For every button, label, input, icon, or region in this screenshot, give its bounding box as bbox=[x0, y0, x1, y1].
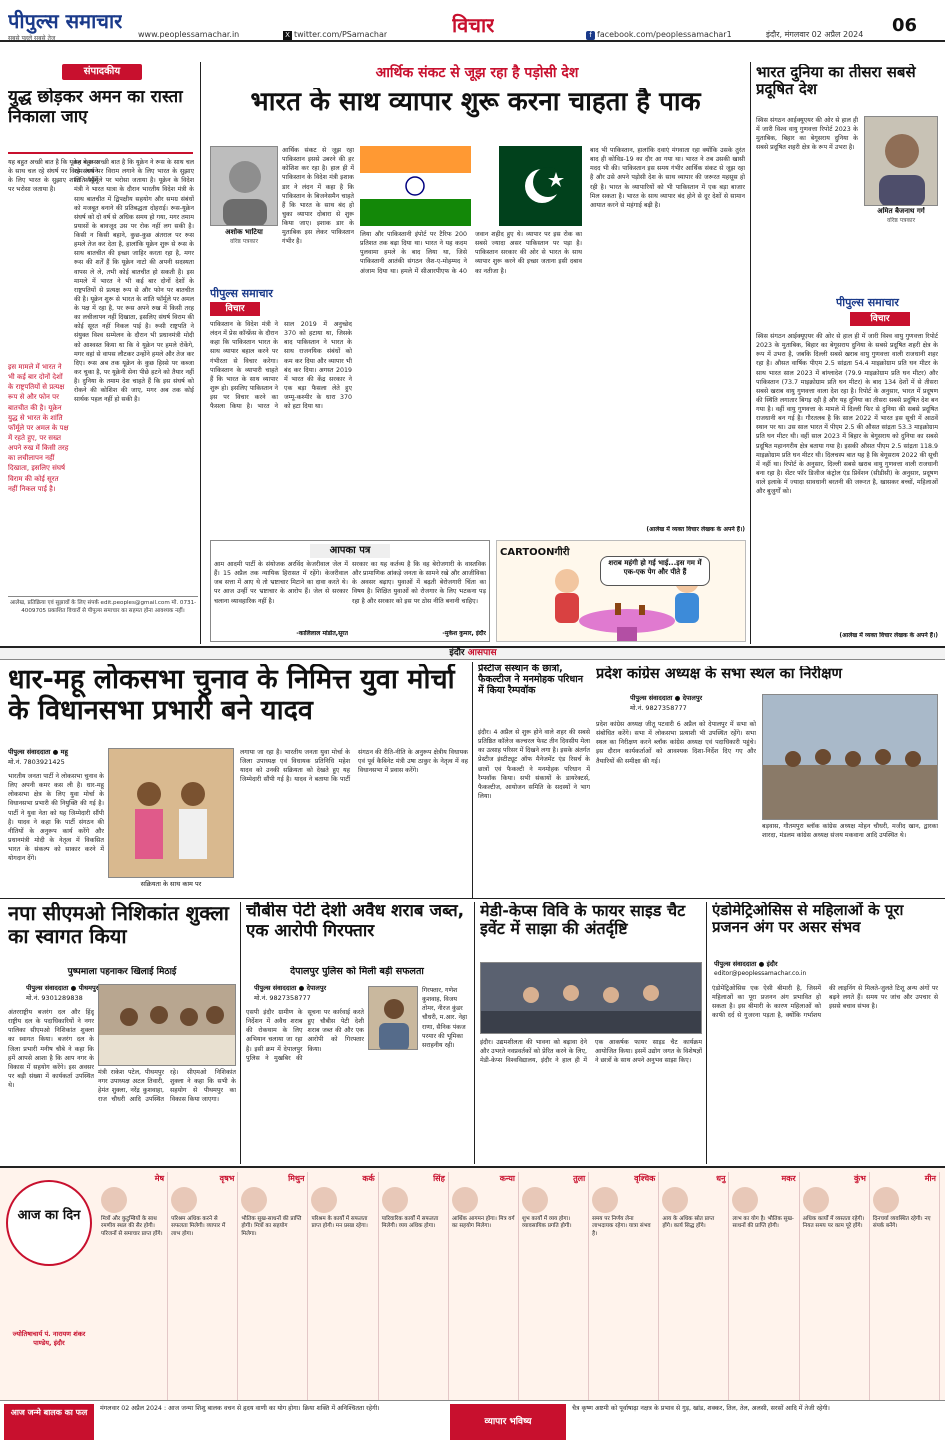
story1-phone: मो.नं. 7803921425 bbox=[8, 758, 65, 766]
horoscope-sign-name: तुला bbox=[573, 1174, 586, 1183]
zodiac-icon bbox=[101, 1187, 127, 1213]
editorial-title: युद्ध छोड़कर अमन का रास्ता निकाला जाए bbox=[8, 88, 183, 127]
story7-body: एंडोमेट्रिओसिस एक ऐसी बीमारी है, जिसमें महिलाओं का पूरा प्रजनन अंग प्रभावित हो सकता है। इस बीमारी के कारण महिलाओं को काफी दर्द से गुजरना पड़ता है, क्योंकि गर्भाशय की लाइनिंग से मिलते-जुलते टिशू अन्य अंगों पर बढ़ने लगते हैं। समय पर जांच और उपचार से इससे बचाव संभव है। bbox=[712, 985, 938, 1020]
trade-label: व्यापार भविष्य bbox=[450, 1404, 566, 1440]
facebook-icon: f bbox=[586, 31, 595, 40]
facebook-link[interactable]: f facebook.com/peoplessamachar1 bbox=[586, 30, 732, 41]
column-divider bbox=[474, 902, 475, 1164]
story3-phone: मो.नं. 9827358777 bbox=[630, 704, 687, 712]
story3-caption: बड़वास, गौतमपुरा ब्लॉक कांग्रेस अध्यक्ष मोहन चौधरी, मजीद खान, द्वारका शारदा, मंडलम कांग्रेस अध्यक्ष संजय मकवाना आदि उपस्थित थे। bbox=[762, 823, 938, 840]
horoscope-sign-9 bbox=[729, 1172, 799, 1400]
story5-title: चौबीस पेटी देशी अवैध शराब जब्त, एक आरोपी गिरफ्तार bbox=[246, 902, 465, 941]
editorial-pull-quote: इस मामले में भारत ने भी कई बार दोनों देशों के राष्ट्रपतियों से प्रत्यक्ष रूप से और फोन पर बातचीत की है। यूक्रेन युद्ध से भारत के शांति फॉर्मूले पर अमल के पक्ष में रहते हुए, पर सख्त अपने रुख में किसी तरह का लचीलापन नहीं दिखाता, इसलिए संघर्ष विराम की कोई सूरत नहीं निकल पाई है। bbox=[8, 363, 69, 493]
story1-byline: पीपुल्स संवाददाता ● महू bbox=[8, 748, 68, 756]
horoscope-sign-6 bbox=[519, 1172, 589, 1400]
zodiac-icon bbox=[382, 1187, 408, 1213]
story5-photo bbox=[368, 986, 418, 1050]
born-text: मंगलवार 02 अप्रैल 2024 : आज जन्मा शिशु बालक वचन से हृदय वाणी का योग होगा। क्रिया शक्ति में अनिश्चितता रहेगी। bbox=[100, 1405, 380, 1412]
column-divider bbox=[240, 902, 241, 1164]
row-divider bbox=[0, 1400, 945, 1401]
story5-byline: पीपुल्स संवाददाता ● देपालपुर bbox=[254, 984, 327, 992]
story6-photo bbox=[480, 962, 702, 1034]
horoscope-sign-text: लाभ का योग है। भौतिक सुख-साधनों की प्राप्ति होगी। bbox=[732, 1215, 794, 1230]
horoscope-sign-10 bbox=[800, 1172, 870, 1400]
horoscope-sign-8 bbox=[659, 1172, 729, 1400]
horoscope-sign-text: शुभ कार्यों में व्यय होगा। व्यावसायिक प्रगति होगी। bbox=[521, 1215, 572, 1230]
zodiac-icon bbox=[873, 1187, 899, 1213]
editorial-footer: आलेख, प्रतिक्रिया एवं सुझावों के लिए संपर्क edit.peoples@gmail.com मो. 0731-4009705 प्रकाशित विचारों से पीपुल्स समाचार का सहमत होना आवश्यक नहीं। bbox=[8, 596, 198, 642]
letters-author-1: -कालिलाल मांडोत,सूरत bbox=[296, 630, 348, 637]
story4-photo bbox=[98, 984, 236, 1066]
brand-tag: विचार bbox=[210, 302, 260, 316]
page-number: 06 bbox=[892, 15, 918, 36]
twitter-link[interactable]: X twitter.com/PSamachar bbox=[283, 30, 387, 41]
lead-title: भारत के साथ व्यापार शुरू करना चाहता है पाक bbox=[250, 88, 701, 117]
story7-email[interactable]: editor@peoplessamachar.co.in bbox=[714, 970, 807, 977]
pollution-brand-logo: पीपुल्स समाचार bbox=[836, 296, 899, 309]
horoscope-sign-name: कन्या bbox=[499, 1174, 515, 1183]
pollution-body: स्विस संगठन आईक्यूएयर की ओर से हाल ही में जारी विश्व वायु गुणवत्ता रिपोर्ट 2023 के मुताबिक, बिहार का बेगूसराय दुनिया के सबसे प्रदूषित शहरी क्षेत्र के रूप में उभरा है, जबकि दिल्ली सबसे खराब वायु गुणवत्ता वाली राजधानी शहर रहा है। औसत वार्षिक पीएम 2.5 सांद्रता 54.4 माइक्रोग्राम प्रति घन मीटर के साथ भारत साल 2023 में बांग्लादेश (79.9 माइक्रोग्राम प्रति घन मीटर) और पाकिस्तान (73.7 माइक्रोग्राम प्रति घन मीटर) के बाद 134 देशों में से तीसरा सबसे खराब वायु गुणवत्ता वाला देश रहा है। रिपोर्ट के अनुसार, भारत में प्रदूषण की स्थिति लगातार बिगड़ रही है और यह दुनिया का तीसरा सबसे प्रदूषित देश बन गया है। वहीं वायु गुणवत्ता के मामले में दिल्ली फिर से दुनिया की सबसे प्रदूषित राजधानी बन गई है। गौरतलब है कि साल 2022 में भारत इस सूची में आठवें स्थान पर था। उस साल भारत में पीएम 2.5 की औसत सांद्रता 53.3 माइक्रोग्राम प्रति घन मीटर थी। वहीं साल 2023 में बिहार के बेगूसराय को दुनिया का सबसे प्रदूषित महानगरीय क्षेत्र बताया गया है। इसकी औसत पीएम 2.5 सांद्रता 118.9 माइक्रोग्राम प्रति घन मीटर थी। दिलचस्प बात यह है कि बेगूसराय 2022 की सूची में नहीं था। रिपोर्ट के अनुसार, दिल्ली सबसे खराब वायु गुणवत्ता वाली राजधानी बना रहा है। सेंटर फॉर डिजीज कंट्रोल एंड प्रिवेंशन (सीडीसी) के अनुसार, प्रदूषण वाले इलाके में ज्यादा सावधानी बरतनी की जरूरत है, खासकर बच्चों, महिलाओं और बुजुर्गों को। bbox=[756, 333, 938, 496]
horoscope-sign-7 bbox=[589, 1172, 659, 1400]
horoscope-sign-name: वृश्चिक bbox=[634, 1174, 656, 1183]
lead-col-3: लिया और पाकिस्तानी इंपोर्ट पर टैरिफ 200 प्रतिशत तक बढ़ा दिया था। भारत ने यह कदम पुलवामा हमले के बाद लिया था, जिसे पाकिस्तानी आतंकी संगठन जैश-ए-मोहम्मद ने अंजाम दिया था। हमले में सीआरपीएफ के 40 जवान शहीद हुए थे। व्यापार पर इस रोक का सबसे ज्यादा असर पाकिस्तान पर पड़ा है। पाकिस्तान सरकार की ओर से भारत के साथ व्यापार शुरू करने की इच्छा जताना इसी दबाव का नतीजा है। bbox=[360, 231, 582, 275]
lead-kicker: आर्थिक संकट से जूझ रहा है पड़ोसी देश bbox=[375, 65, 579, 81]
editorial-body: यह बहुत अच्छी बात है कि यूक्रेन ने रूस के साथ चल रहे संघर्ष पर विराम लगाने के लिए भारत के सुझाए शांति फॉर्मूले पर भरोसा जताया है। यूक्रेन के विदेश मंत्री ने भारत यात्रा के दौरान भारतीय विदेश मंत्री के साथ बातचीत में द्विपक्षीय सहयोग और समग्र संबंधों को मजबूत बनाने की प्रतिबद्धता दोहराई। रूस-यूक्रेन संघर्ष को दो वर्ष से अधिक समय हो गया, मगर तमाम प्रयासों के बावजूद उस पर रोक नहीं लग सकी है। किसी न किसी बहाने, कुछ-कुछ अंतराल पर रूस हमले तेज कर देता है, हालांकि यूक्रेन शुरू से रूस के साथ बातचीत की इच्छा जाहिर करता रहा है, मगर रूस की शर्तें हैं कि यूक्रेन नाटो की अपनी सदस्यता वापस ले ले, तभी कोई बातचीत हो सकती है। इस मामले में भारत ने भी कई बार दोनों देशों के राष्ट्रपतियों से प्रत्यक्ष रूप से और फोन पर बातचीत की है। यूक्रेन शुरू से भारत के शांति फॉर्मूले पर अमल के पक्ष में रहा है, पर रूस अपने रुख में किसी तरह का लचीलापन नहीं दिखाता, इसलिए संघर्ष विराम की कोई सूरत नहीं निकल पाई है। रूसी राष्ट्रपति ने संयुक्त विश्व सम्मेलन के दौरान भी प्रधानमंत्री मोदी को आश्वस्त किया था कि वे यूक्रेन पर हमले रोकेंगे, मगर वहां से वापस लौटकर उन्होंने हमले और तेज कर दिए। रूस अब तक यूक्रेन के कुछ हिस्से पर कब्जा कर चुका है, पर यूक्रेनी सेना पीछे हटने को तैयार नहीं है। दुनिया के तमाम देश चाहते हैं कि इस संघर्ष को रोकने की कोशिश की जाए, मगर अब तक कोई सार्थक पहल नहीं हो सकी है। bbox=[74, 159, 194, 404]
lead-col-2: पाकिस्तान के विदेश मंत्री ने लंदन में प्रेस कॉन्फ्रेंस के दौरान कहा कि पाकिस्तान भारत के साथ व्यापार बहाल करने पर गंभीरता से विचार करेगा। पाकिस्तान के व्यापारी चाहते हैं कि भारत के साथ व्यापार शुरू हो। इसलिए पाकिस्तान ने इस पर विचार करने का फैसला किया है। भारत ने साल 2019 में अनुच्छेद 370 को हटाया था, जिसके बाद पाकिस्तान ने भारत के साथ राजनयिक संबंधों को कम कर दिया और व्यापार भी बंद कर दिया। अगस्त 2019 में भारत की केंद्र सरकार ने एक बड़ा फैसला लेते हुए जम्मू-कश्मीर के धारा 370 को हटा दिया था। bbox=[210, 321, 352, 411]
horoscope-grid bbox=[98, 1172, 940, 1400]
story3-photo bbox=[762, 694, 938, 820]
story2-body: इंदौर। 4 अप्रैल से शुरू होने वाले शहर की सबसे प्रतिष्ठित कॉलेज कल्चरल फेस्ट तीन दिवसीय मेला का उत्साह परिसर में दिखने लगा है। इसके अंतर्गत प्रेस्टीज इंस्टीट्यूट ऑफ मैनेजमेंट एंड रिसर्च के छात्रों एवं फैकल्टी ने मनमोहक परिधान में रैम्पवॉक किया। सभी संकायों के डायरेक्टर्स, फैकल्टीज, आयोजन समिति के सदस्यों ने भाग लिया। bbox=[478, 729, 590, 800]
story7-byline: पीपुल्स संवाददाता ● इंदौर bbox=[714, 960, 778, 968]
story1-body-cont: लगाया जा रहा है। भारतीय जनता युवा मोर्चा के जिला उपाध्यक्ष एवं विधायक प्रतिनिधि महेश यादव को उनकी सक्रियता को देखते हुए यह जिम्मेदारी सौंपी गई है। यादव ने बताया कि पार्टी संगठन की रीति-नीति के अनुरूप क्षेत्रीय विधायक एवं पूर्व कैबिनेट मंत्री उषा ठाकुर के नेतृत्व में वह विधानसभा में प्रवास करेंगे। bbox=[240, 749, 468, 784]
zodiac-icon bbox=[241, 1187, 267, 1213]
pollution-title: भारत दुनिया का तीसरा सबसे प्रदूषित देश bbox=[756, 64, 916, 99]
story4-phone: मो.नं. 9301289838 bbox=[26, 994, 83, 1002]
horoscope-sign-3 bbox=[308, 1172, 378, 1400]
lead-col-4: बाद भी पाकिस्तान, हालांकि दवाएं मंगवाता रहा क्योंकि उसके तुरंत बाद ही कोविड-19 का दौर आ गया था। भारत ने तब उसकी खासी मदद भी की। पाकिस्तान इस समय गंभीर आर्थिक संकट से जूझ रहा है और उसे अपने पड़ोसी देश के साथ व्यापार की जरूरत महसूस हो रही है। भारत के व्यापारियों को भी पाकिस्तान में एक बड़ा बाजार मिल सकता है। भारत के साथ व्यापार बंद होने से दूर देशों से सामान आयात करने से महंगाई बढ़ी है। bbox=[590, 147, 745, 209]
horoscope-sign-name: मेष bbox=[154, 1174, 165, 1183]
story1-photo bbox=[108, 748, 234, 878]
brand-logo: पीपुल्स समाचार bbox=[210, 287, 273, 300]
story1-caption: सक्रियता के साथ काम पर bbox=[140, 880, 202, 888]
horoscope-astrologer: ज्योतिषाचार्य पं. नारायण शंकर पाण्डेय, इंदौर bbox=[12, 1330, 86, 1347]
horoscope-sign-name: कुंभ bbox=[854, 1174, 866, 1183]
pollution-footnote: (आलेख में व्यक्त विचार लेखक के अपने हैं।) bbox=[839, 632, 938, 639]
horoscope-sign-name: सिंह bbox=[433, 1174, 445, 1183]
zodiac-icon bbox=[662, 1187, 688, 1213]
horoscope-sign-0 bbox=[98, 1172, 168, 1400]
horoscope-sign-text: भौतिक सुख-साधनों की प्राप्ति होगी। मित्रों का सहयोग मिलेगा। bbox=[241, 1215, 302, 1237]
pollution-author-role: वरिष्ठ पत्रकार bbox=[886, 217, 916, 224]
story3-byline: पीपुल्स संवाददाता ● देपालपुर bbox=[630, 694, 703, 702]
story5-subtitle: देपालपुर पुलिस को मिली बड़ी सफलता bbox=[290, 966, 424, 977]
column-divider bbox=[750, 62, 751, 644]
horoscope-sign-1 bbox=[168, 1172, 238, 1400]
letters-col-1: आम आदमी पार्टी के संयोजक अरविंद केजरीवाल जेल में हैं। 15 अप्रैल तक न्यायिक हिरासत में रहेंगे। केजरीवाल जब सत्ता में आए थे तो भ्रष्टाचार मिटाने का दावा करते थे। पर आज उन्हीं पर भ्रष्टाचार के आरोप हैं। जेल से सरकार चलाना व्यावहारिक नहीं है। bbox=[214, 561, 348, 605]
story4-subtitle: पुष्पमाला पहनाकर खिलाई मिठाई bbox=[67, 967, 177, 977]
pollution-author-name: अमित बैजनाथ गर्ग bbox=[877, 207, 925, 215]
horoscope-sign-text: अधिक कार्यों में व्यस्तता रहेगी। नियत समय पर काम पूरे होंगे। bbox=[802, 1215, 865, 1230]
zodiac-icon bbox=[522, 1187, 548, 1213]
horoscope-sign-5 bbox=[449, 1172, 519, 1400]
local-banner-label: इंदौर आसपास bbox=[449, 648, 497, 658]
horoscope-sign-11 bbox=[870, 1172, 940, 1400]
story4-body-cont: मंत्री राकेश पटेल, पीथमपुर नगर उपाध्यक्ष अटल तिवारी, हेमंत शुक्ला, नरेंद्र कुशवाहा, राज चौधरी आदि उपस्थित रहे। सीएमओ निशिकांत शुक्ला ने कहा कि सभी के सहयोग से पीथमपुर का विकास किया जाएगा। bbox=[98, 1069, 236, 1104]
column-divider bbox=[200, 62, 201, 644]
zodiac-icon bbox=[803, 1187, 829, 1213]
story7-title: एंडोमेट्रिओसिस से महिलाओं के पूरा प्रजनन अंग पर असर संभव bbox=[712, 902, 904, 937]
letters-author-2: -मुकेश कुमार, इंदौर bbox=[442, 630, 486, 637]
website-link[interactable]: www.peoplessamachar.in bbox=[138, 30, 240, 39]
horoscope-sign-2 bbox=[238, 1172, 308, 1400]
letters-col-2: सरकार का यह कर्तव्य है कि वह बेरोजगारी के वास्तविक और प्रामाणिक आंकड़े जनता के सामने रखे और आजीविका के अवसर बढ़ाए। युवाओं में बढ़ती बेरोजगारी चिंता का विषय है। शिक्षित युवाओं को रोजगार के लिए भटकना पड़ रहा है और सरकार को इस पर ठोस नीति बनानी चाहिए। bbox=[352, 561, 486, 605]
column-divider bbox=[472, 662, 473, 898]
story1-title: धार-महू लोकसभा चुनाव के निमित्त युवा मोर्चा के विधानसभा प्रभारी बने यादव bbox=[8, 664, 455, 727]
author-photo bbox=[210, 146, 278, 226]
row-divider bbox=[0, 898, 945, 899]
zodiac-icon bbox=[732, 1187, 758, 1213]
horoscope-sign-text: परिश्रम के कार्यों में सफलता प्राप्त होगी। मन प्रसन्न रहेगा। bbox=[311, 1215, 368, 1230]
born-label: आज जन्मे बालक का फल bbox=[4, 1404, 94, 1440]
story6-body: इंदौर। उद्यमशीलता की भावना को बढ़ावा देने और उभरते नवप्रवर्तकों को प्रेरित करने के लिए, मेडी-केप्स विश्वविद्यालय, इंदौर ने हाल ही में एक आकर्षक फायर साइड चैट कार्यक्रम आयोजित किया। इसमें उद्योग जगत के विशेषज्ञों ने छात्रों के साथ अपने अनुभव साझा किए। bbox=[480, 1039, 702, 1065]
pollution-author-photo bbox=[864, 116, 938, 206]
story3-body: प्रदेश कांग्रेस अध्यक्ष जीतू पटवारी 6 अप्रैल को देपालपुर में सभा को संबोधित करेंगे। सभा में लोकसभा प्रत्याशी भी उपस्थित रहेंगे। सभा स्थल का निरीक्षण करने ब्लॉक कांग्रेस अध्यक्ष एवं पदाधिकारी पहुंचे। इस दौरान कार्यकर्ताओं को आवश्यक दिशा-निर्देश दिए गए और तैयारियों की समीक्षा की गई। bbox=[596, 721, 756, 765]
horoscope-sign-text: मित्रों और कुटुम्बियों के साथ रमणीय स्थल की सैर होगी। परिजनों से समाचार प्राप्त होंगे। bbox=[101, 1215, 163, 1237]
dateline: इंदौर, मंगलवार 02 अप्रैल 2024 bbox=[766, 30, 864, 39]
newspaper-logo[interactable]: पीपुल्स समाचार सबसे पहले सबसे तेज bbox=[8, 9, 123, 42]
story6-title: मेडी-केप्स विवि के फायर साइड चैट इवेंट में साझा की अंतर्दृष्टि bbox=[480, 902, 686, 939]
story5-body: एसपी इंदौर ग्रामीण के निर्देशन में अवैध शराब की रोकथाम के लिए अभियान चलाया जा रहा है। इसी क्रम में देपालपुर पुलिस ने मुखबिर की सूचना पर कार्रवाई करते हुए चौबीस पेटी देशी शराब जब्त की और एक आरोपी को गिरफ्तार किया। bbox=[246, 1009, 364, 1062]
story4-byline: पीपुल्स संवाददाता ● पीथमपुर bbox=[26, 984, 99, 992]
horoscope-sign-name: धनु bbox=[716, 1174, 726, 1183]
cartoon-title: CARTOONगीरी bbox=[500, 547, 570, 558]
cartoon-speech-bubble: शराब महंगी हो गई भाई...इस गम में एक-एक पेग और पीते हैं bbox=[600, 556, 710, 586]
horoscope-sign-name: मकर bbox=[781, 1174, 796, 1183]
lead-footnote: (आलेख में व्यक्त विचार लेखक के अपने हैं।) bbox=[646, 526, 745, 533]
horoscope-sign-name: वृषभ bbox=[219, 1174, 235, 1183]
editorial-tag: संपादकीय bbox=[62, 64, 142, 80]
horoscope-sign-name: मिथुन bbox=[288, 1174, 305, 1183]
story1-body: भारतीय जनता पार्टी ने लोकसभा चुनाव के लिए अपनी कमर कस ली है। धार-महू लोकसभा क्षेत्र के लिए युवा मोर्चा के विधानसभा प्रभारी की नियुक्ति की गई है। पार्टी ने युवा नेता को यह जिम्मेदारी सौंपी है। यादव ने कहा कि पार्टी संगठन की नीतियों के अनुरूप कार्य करेंगे और प्रधानमंत्री मोदी के नेतृत्व में विकसित भारत के संकल्प को साकार करने में योगदान देंगे। bbox=[8, 773, 104, 863]
horoscope-sign-4 bbox=[379, 1172, 449, 1400]
pollution-body-intro: स्विस संगठन आईक्यूएयर की ओर से हाल ही में जारी विश्व वायु गुणवत्ता रिपोर्ट 2023 के मुताबिक, बिहार का बेगूसराय दुनिया के सबसे प्रदूषित शहरी क्षेत्र के रूप में उभरा है। bbox=[756, 117, 858, 152]
story5-phone: मो.नं. 9827358777 bbox=[254, 994, 311, 1002]
horoscope-sign-text: आर्थिक आगमन होगा। मित्र वर्ग का सहयोग मिलेगा। bbox=[451, 1215, 515, 1230]
twitter-icon: X bbox=[283, 31, 292, 40]
story4-body: अंतरराष्ट्रीय बजरंग दल और हिंदू राष्ट्रीय दल के पदाधिकारियों ने नगर पालिका सीएमओ निशिकांत शुक्ला का स्वागत किया। बजरंग दल के जिला प्रभारी मनीष चौबे ने कहा कि हमें आपसे आशा है कि आप नगर के विकास में सहयोग करेंगे। इस अवसर पर बड़ी संख्या में कार्यकर्ता उपस्थित थे। bbox=[8, 1009, 94, 1089]
horoscope-sign-text: दिनचर्या व्यवस्थित रहेगी। नए संपर्क बनेंगे। bbox=[872, 1215, 931, 1230]
letters-title: आपका पत्र bbox=[310, 544, 390, 558]
column-divider bbox=[706, 902, 707, 1164]
story5-caption: गिरफ्तार, गणेश कुशवाह, विजय तोमर, नीरज कुंडर चौधरी, म.आर. नेहा राणा, सैनिक पंकज परमार की भूमिका सराहनीय रही। bbox=[422, 987, 467, 1049]
horoscope-sign-name: कर्क bbox=[362, 1174, 375, 1183]
horoscope-title: आज का दिन bbox=[6, 1180, 92, 1266]
story3-title: प्रदेश कांग्रेस अध्यक्ष के सभा स्थल का निरीक्षण bbox=[596, 666, 842, 682]
flags-image bbox=[360, 146, 582, 226]
horoscope-sign-text: परिश्रम अधिक करने से सफलता मिलेगी। व्यापार में लाभ होगा। bbox=[171, 1215, 226, 1237]
pollution-brand-tag: विचार bbox=[850, 312, 910, 326]
editorial-body-intro: यह बहुत अच्छी बात है कि यूक्रेन ने रूस के साथ चल रहे संघर्ष पर विराम लगाने के लिए भारत के सुझाए शांति फॉर्मूले पर भरोसा जताया है। bbox=[8, 159, 98, 194]
zodiac-icon bbox=[311, 1187, 337, 1213]
zodiac-icon bbox=[592, 1187, 618, 1213]
zodiac-icon bbox=[171, 1187, 197, 1213]
divider bbox=[8, 152, 193, 154]
horoscope-sign-name: मीन bbox=[924, 1174, 936, 1183]
zodiac-icon bbox=[452, 1187, 478, 1213]
horoscope-sign-text: आय के अधिक स्रोत प्राप्त होंगे। कार्य सिद्ध होंगे। bbox=[662, 1215, 715, 1230]
horoscope-sign-text: पारिवारिक कार्यों में सफलता मिलेगी। व्यय अधिक होगा। bbox=[381, 1215, 439, 1230]
story4-title: नपा सीएमओ निशिकांत शुक्ला का स्वागत किया bbox=[8, 902, 229, 948]
lead-col-1: आर्थिक संकट से जूझ रहा पाकिस्तान इससे उबरने की हर कोशिश कर रहा है। हाल ही में पाकिस्तान के विदेश मंत्री इशाक डार ने लंदन में कहा है कि पाकिस्तान के बिजनेसमैन चाहते हैं कि भारत के साथ बंद हो चुका व्यापार दोबारा से शुरू किया जाए। इशाक डार के मुताबिक इस लेकर पाकिस्तान गंभीर है। bbox=[282, 147, 354, 246]
trade-text: चैत्र कृष्ण अष्टमी को पूर्वाषाढ़ा नक्षत्र के प्रभाव से गुड़, खांड, शक्कर, तिल, तेल, अलसी, सरसों आदि में तेजी रहेगी। bbox=[572, 1405, 830, 1412]
section-title: विचार bbox=[452, 13, 495, 37]
author-role: वरिष्ठ पत्रकार bbox=[229, 238, 259, 245]
horoscope-sign-text: समय पर निर्णय लेना लाभदायक रहेगा। यात्रा संभव है। bbox=[592, 1215, 651, 1237]
author-name: अशोक भाटिया bbox=[225, 228, 263, 236]
story2-title: प्रेस्टीज संस्थान के छात्रों, फैकल्टीज ने मनमोहक परिधान में किया रैम्पवॉक bbox=[478, 664, 584, 696]
